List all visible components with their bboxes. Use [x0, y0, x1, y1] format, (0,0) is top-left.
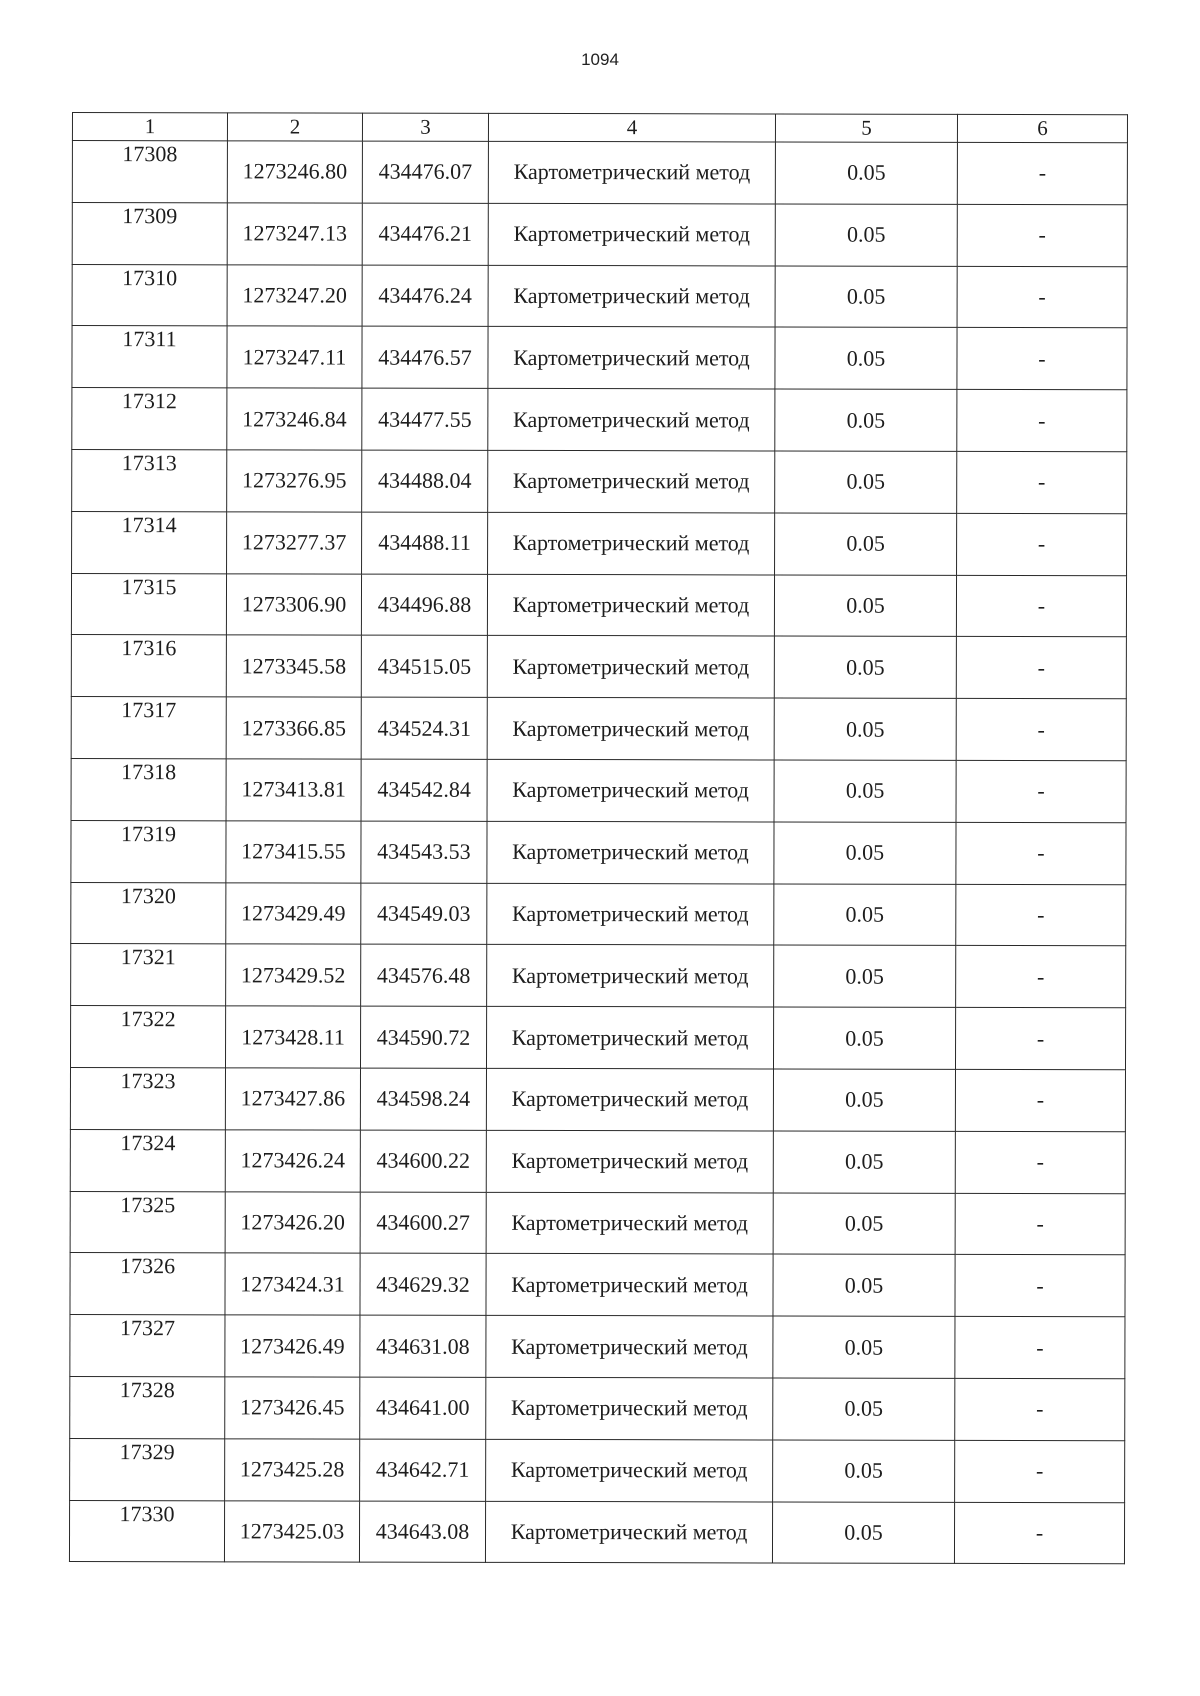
- method-cell: Картометрический метод: [486, 1192, 773, 1254]
- table-row: [70, 1067, 1125, 1131]
- note-cell: -: [956, 760, 1126, 822]
- note-cell: -: [956, 822, 1126, 884]
- accuracy-cell: 0.05: [775, 204, 957, 266]
- point-number-cell: 17328: [70, 1376, 225, 1438]
- accuracy-cell: 0.05: [773, 1193, 955, 1255]
- accuracy-cell: 0.05: [775, 327, 957, 389]
- point-number-cell: 17322: [70, 1006, 225, 1068]
- note-cell: -: [956, 637, 1126, 699]
- method-cell: Картометрический метод: [488, 265, 775, 327]
- table-row: [71, 820, 1126, 884]
- method-cell: Картометрический метод: [487, 698, 774, 760]
- method-cell: Картометрический метод: [486, 1254, 773, 1316]
- note-cell: -: [956, 699, 1126, 761]
- x-coordinate-cell: 1273427.86: [225, 1068, 360, 1130]
- accuracy-cell: 0.05: [774, 822, 956, 884]
- method-cell: Картометрический метод: [487, 945, 774, 1007]
- accuracy-cell: 0.05: [775, 389, 957, 451]
- note-cell: -: [955, 1131, 1125, 1193]
- y-coordinate-cell: 434515.05: [361, 635, 487, 697]
- point-number-cell: 17330: [69, 1500, 224, 1562]
- point-number-cell: 17318: [71, 758, 226, 820]
- method-cell: Картометрический метод: [487, 574, 774, 636]
- method-cell: Картометрический метод: [487, 636, 774, 698]
- table-row: [71, 882, 1126, 946]
- x-coordinate-cell: 1273428.11: [225, 1006, 360, 1068]
- accuracy-cell: 0.05: [775, 142, 957, 204]
- x-coordinate-cell: 1273247.20: [227, 264, 362, 326]
- method-cell: Картометрический метод: [486, 1377, 773, 1439]
- note-cell: -: [955, 1255, 1125, 1317]
- method-cell: Картометрический метод: [486, 1007, 773, 1069]
- x-coordinate-cell: 1273413.81: [226, 759, 361, 821]
- method-cell: Картометрический метод: [488, 512, 775, 574]
- y-coordinate-cell: 434598.24: [360, 1068, 486, 1130]
- table-body: [69, 141, 1127, 1565]
- point-number-cell: 17314: [72, 511, 227, 573]
- note-cell: -: [957, 390, 1127, 452]
- x-coordinate-cell: 1273425.03: [224, 1500, 359, 1562]
- page-number: 1094: [581, 50, 619, 69]
- y-coordinate-cell: 434600.27: [360, 1192, 486, 1254]
- method-cell: Картометрический метод: [488, 327, 775, 389]
- y-coordinate-cell: 434476.57: [362, 326, 488, 388]
- table-row: [72, 511, 1127, 575]
- point-number-cell: 17329: [70, 1438, 225, 1500]
- column-header: 4: [488, 113, 775, 142]
- y-coordinate-cell: 434629.32: [360, 1253, 486, 1315]
- method-cell: Картометрический метод: [486, 1130, 773, 1192]
- y-coordinate-cell: 434549.03: [361, 883, 487, 945]
- point-number-cell: 17319: [71, 820, 226, 882]
- accuracy-cell: 0.05: [775, 513, 957, 575]
- y-coordinate-cell: 434543.53: [361, 821, 487, 883]
- column-header: 5: [775, 114, 957, 142]
- table-row: [71, 944, 1126, 1008]
- x-coordinate-cell: 1273426.20: [225, 1191, 360, 1253]
- table-row: [70, 1191, 1125, 1255]
- method-cell: Картометрический метод: [486, 1439, 773, 1501]
- column-header: 2: [227, 113, 362, 141]
- table-row: [70, 1253, 1125, 1317]
- point-number-cell: 17308: [72, 141, 227, 203]
- y-coordinate-cell: 434524.31: [361, 697, 487, 759]
- x-coordinate-cell: 1273426.24: [225, 1130, 360, 1192]
- x-coordinate-cell: 1273429.52: [226, 944, 361, 1006]
- y-coordinate-cell: 434631.08: [360, 1315, 486, 1377]
- point-number-cell: 17327: [70, 1315, 225, 1377]
- y-coordinate-cell: 434488.11: [362, 512, 488, 574]
- note-cell: -: [955, 1440, 1125, 1502]
- note-cell: -: [957, 513, 1127, 575]
- accuracy-cell: 0.05: [775, 451, 957, 513]
- note-cell: -: [957, 142, 1127, 204]
- note-cell: -: [955, 1069, 1125, 1131]
- coordinates-table: [69, 112, 1128, 1565]
- y-coordinate-cell: 434600.22: [360, 1130, 486, 1192]
- y-coordinate-cell: 434576.48: [361, 944, 487, 1006]
- point-number-cell: 17309: [72, 202, 227, 264]
- table-row: [72, 388, 1127, 452]
- y-coordinate-cell: 434496.88: [361, 574, 487, 636]
- x-coordinate-cell: 1273247.13: [227, 203, 362, 265]
- method-cell: Картометрический метод: [488, 450, 775, 512]
- accuracy-cell: 0.05: [773, 1254, 955, 1316]
- y-coordinate-cell: 434642.71: [360, 1439, 486, 1501]
- note-cell: -: [957, 328, 1127, 390]
- table-row: [72, 264, 1127, 328]
- table-row: [72, 141, 1127, 205]
- note-cell: -: [957, 204, 1127, 266]
- accuracy-cell: 0.05: [774, 945, 956, 1007]
- accuracy-cell: 0.05: [773, 1440, 955, 1502]
- table-row: [72, 202, 1127, 266]
- table-row: [71, 697, 1126, 761]
- point-number-cell: 17311: [72, 326, 227, 388]
- x-coordinate-cell: 1273424.31: [225, 1253, 360, 1315]
- y-coordinate-cell: 434488.04: [362, 450, 488, 512]
- column-header: 1: [72, 113, 227, 141]
- x-coordinate-cell: 1273415.55: [226, 821, 361, 883]
- table-row: [69, 1500, 1124, 1564]
- method-cell: Картометрический метод: [487, 821, 774, 883]
- x-coordinate-cell: 1273426.49: [225, 1315, 360, 1377]
- accuracy-cell: 0.05: [773, 1378, 955, 1440]
- x-coordinate-cell: 1273306.90: [226, 573, 361, 635]
- y-coordinate-cell: 434643.08: [359, 1501, 485, 1563]
- point-number-cell: 17313: [72, 449, 227, 511]
- method-cell: Картометрический метод: [488, 389, 775, 451]
- x-coordinate-cell: 1273366.85: [226, 697, 361, 759]
- column-header: 3: [362, 113, 488, 141]
- y-coordinate-cell: 434476.21: [362, 203, 488, 265]
- point-number-cell: 17324: [70, 1129, 225, 1191]
- table-row: [72, 326, 1127, 390]
- table-row: [70, 1438, 1125, 1502]
- point-number-cell: 17310: [72, 264, 227, 326]
- note-cell: -: [955, 1008, 1125, 1070]
- y-coordinate-cell: 434476.24: [362, 265, 488, 327]
- point-number-cell: 17317: [71, 697, 226, 759]
- note-cell: -: [957, 266, 1127, 328]
- method-cell: Картометрический метод: [486, 1316, 773, 1378]
- accuracy-cell: 0.05: [774, 698, 956, 760]
- x-coordinate-cell: 1273247.11: [227, 326, 362, 388]
- table-row: [70, 1129, 1125, 1193]
- method-cell: Картометрический метод: [485, 1501, 772, 1563]
- table-row: [70, 1315, 1125, 1379]
- point-number-cell: 17320: [71, 882, 226, 944]
- table-row: [71, 635, 1126, 699]
- method-cell: Картометрический метод: [487, 759, 774, 821]
- table-row: [70, 1006, 1125, 1070]
- point-number-cell: 17312: [72, 388, 227, 450]
- method-cell: Картометрический метод: [488, 203, 775, 265]
- note-cell: -: [956, 946, 1126, 1008]
- x-coordinate-cell: 1273277.37: [227, 512, 362, 574]
- note-cell: -: [954, 1502, 1124, 1564]
- note-cell: -: [956, 884, 1126, 946]
- y-coordinate-cell: 434477.55: [362, 388, 488, 450]
- y-coordinate-cell: 434476.07: [362, 141, 488, 203]
- accuracy-cell: 0.05: [775, 266, 957, 328]
- note-cell: -: [955, 1193, 1125, 1255]
- accuracy-cell: 0.05: [774, 884, 956, 946]
- note-cell: -: [956, 575, 1126, 637]
- x-coordinate-cell: 1273345.58: [226, 635, 361, 697]
- note-cell: -: [957, 451, 1127, 513]
- method-cell: Картометрический метод: [488, 141, 775, 203]
- note-cell: -: [955, 1316, 1125, 1378]
- table-header: [72, 113, 1127, 143]
- accuracy-cell: 0.05: [773, 1316, 955, 1378]
- x-coordinate-cell: 1273276.95: [227, 450, 362, 512]
- point-number-cell: 17315: [71, 573, 226, 635]
- x-coordinate-cell: 1273425.28: [225, 1439, 360, 1501]
- method-cell: Картометрический метод: [486, 1068, 773, 1130]
- accuracy-cell: 0.05: [773, 1131, 955, 1193]
- x-coordinate-cell: 1273426.45: [225, 1377, 360, 1439]
- point-number-cell: 17316: [71, 635, 226, 697]
- table-row: [70, 1376, 1125, 1440]
- column-header: 6: [957, 114, 1127, 142]
- y-coordinate-cell: 434542.84: [361, 759, 487, 821]
- header-row: [72, 113, 1127, 143]
- x-coordinate-cell: 1273246.80: [227, 141, 362, 203]
- table-row: [71, 758, 1126, 822]
- accuracy-cell: 0.05: [773, 1007, 955, 1069]
- method-cell: Картометрический метод: [487, 883, 774, 945]
- accuracy-cell: 0.05: [772, 1502, 954, 1564]
- point-number-cell: 17323: [70, 1067, 225, 1129]
- point-number-cell: 17326: [70, 1253, 225, 1315]
- table-row: [72, 449, 1127, 513]
- point-number-cell: 17321: [71, 944, 226, 1006]
- y-coordinate-cell: 434590.72: [360, 1006, 486, 1068]
- y-coordinate-cell: 434641.00: [360, 1377, 486, 1439]
- point-number-cell: 17325: [70, 1191, 225, 1253]
- table-row: [71, 573, 1126, 637]
- accuracy-cell: 0.05: [773, 1069, 955, 1131]
- accuracy-cell: 0.05: [774, 636, 956, 698]
- x-coordinate-cell: 1273429.49: [226, 882, 361, 944]
- note-cell: -: [955, 1378, 1125, 1440]
- accuracy-cell: 0.05: [774, 575, 956, 637]
- x-coordinate-cell: 1273246.84: [227, 388, 362, 450]
- accuracy-cell: 0.05: [774, 760, 956, 822]
